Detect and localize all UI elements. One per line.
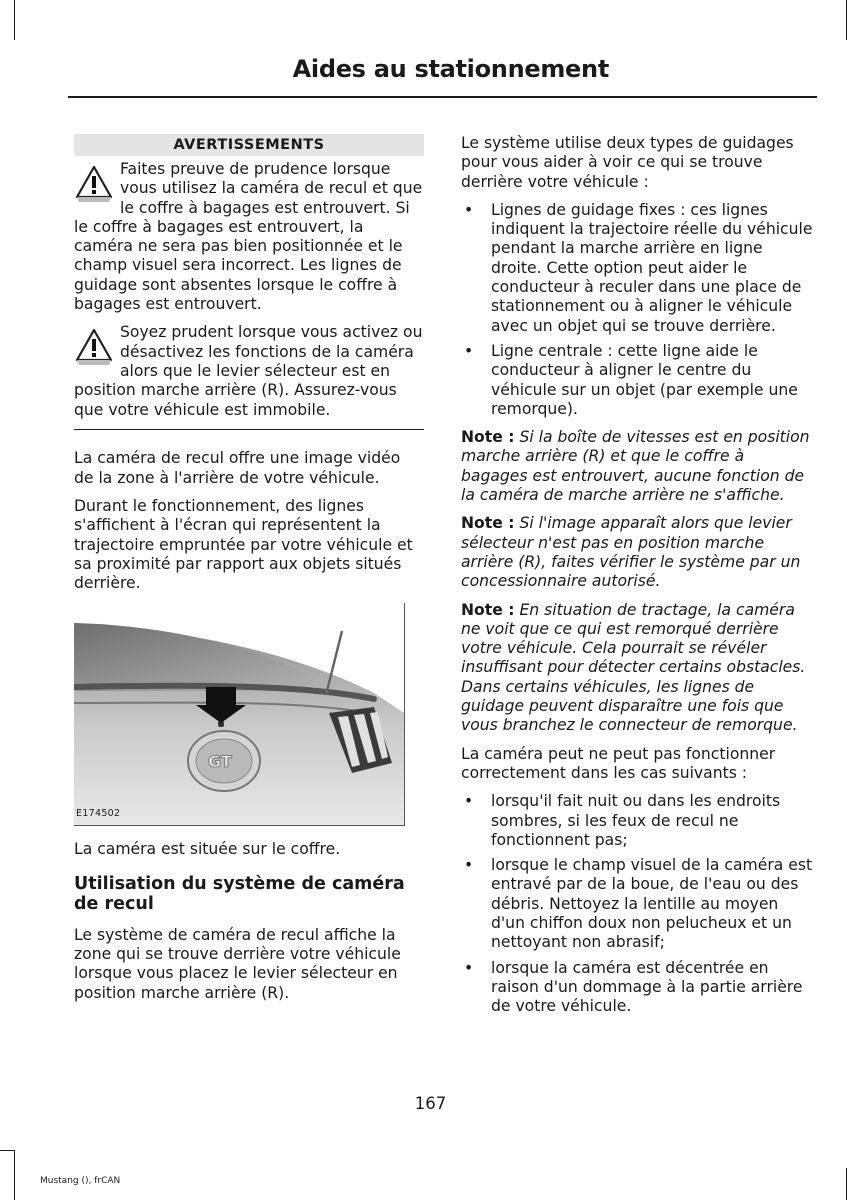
crop-mark-top-left-v [14,0,15,40]
warning-triangle-icon [74,162,114,204]
list-item-text: lorsqu'il fait nuit ou dans les endroits sombres, si les feux de recul ne fonctionnent pas; [491,792,781,849]
list-item-text: lorsque la caméra est décentrée en raison d'un dommage à la partie arrière de votre véhicule. [491,958,803,1016]
list-item [461,856,813,952]
bullet-icon: • [464,200,474,219]
guidance-list [461,201,813,419]
cases-list [461,792,813,1016]
warning-item [74,323,424,419]
paragraph: Le système utilise deux types de guidages pour vous aider à voir ce qui se trouve derrière votre véhicule : [461,134,794,191]
note-label: Note : [461,600,515,619]
crop-mark-top-right-v [846,0,847,40]
list-item [461,792,813,850]
warnings-heading: AVERTISSEMENTS [74,134,424,156]
crop-mark-bottom-right-v [846,1168,847,1200]
paragraph: La caméra de recul offre une image vidéo de la zone à l'arrière de votre véhicule. [74,449,401,487]
note-text: Si la boîte de vitesses est en position marche arrière (R) et que le coffre à bagages est entrouvert, aucune fonction de la caméra de marche arrière ne s'affiche. [461,428,810,505]
note [461,601,813,736]
page-title: Aides au stationnement [292,55,609,83]
title-rule [68,96,817,98]
list-item [461,959,813,1017]
page-number: 167 [414,1094,447,1113]
section-heading: Utilisation du système de caméra de recul [74,873,405,914]
list-item-text: Lignes de guidage fixes : ces lignes indiquent la trajectoire réelle du véhicule pendant la marche arrière en ligne droite. Cette option peut aider le conducteur à reculer dans une place de stationnement ou à aligner le véhicule avec un objet qui se trouve derrière. [491,200,813,335]
note [461,428,813,505]
list-item [461,342,813,419]
note-label: Note : [461,428,515,447]
warning-text: Faites preuve de prudence lorsque vous utilisez la caméra de recul et que le coffre à bagages est entrouvert. Si le coffre à bagages est entrouvert, la caméra ne sera pas bien positionnée et le champ visuel sera incorrect. Les lignes de guidage sont absentes lorsque le coffre à bagages est entrouvert. [74,160,423,314]
bullet-icon: • [464,958,474,977]
warning-text: Soyez prudent lorsque vous activez ou désactivez les fonctions de la caméra alors que le levier sélecteur est en position marche arrière (R). Assurez-vous que votre véhicule est immobile. [74,323,423,419]
footer-text: Mustang (), frCAN [40,1176,121,1186]
list-item-text: Ligne centrale : cette ligne aide le conducteur à aligner le centre du véhicule sur un objet (par exemple une remorque). [491,341,798,418]
list-item-text: lorsque le champ visuel de la caméra est entravé par de la boue, de l'eau ou des débris. Nettoyez la lentille au moyen d'un chiffon doux non pelucheux et un nettoyant non abrasif; [491,856,813,952]
camera-location-figure [74,603,405,826]
note-text: En situation de tractage, la caméra ne voit que ce qui est remorqué derrière votre véhicule. Cela pourrait se révéler insuffisant pour détecter certains obstacles. Dans certains véhicules, les lignes de guidage peuvent disparaître une fois que vous branchez le connecteur de remorque. [461,600,806,735]
svg-text:GT: GT [208,752,232,772]
right-column [461,134,813,1025]
warning-item [74,160,424,314]
left-column [74,134,424,1012]
crop-mark-bottom-left-h [0,1150,15,1151]
crop-mark-bottom-left-v [14,1150,15,1200]
bullet-icon: • [464,341,474,360]
note [461,514,813,591]
warnings-bottom-rule [74,429,424,431]
paragraph: Durant le fonctionnement, des lignes s'affichent à l'écran qui représentent la trajectoire empruntée par votre véhicule et sa proximité par rapport aux objets situés derrière. [74,496,413,593]
car-trunk-illustration [74,603,404,825]
bullet-icon: • [464,856,474,875]
bullet-icon: • [464,792,474,811]
warning-triangle-icon [74,325,114,367]
note-label: Note : [461,514,515,533]
note-text: Si l'image apparaît alors que levier sélecteur n'est pas en position marche arrière (R), faites vérifier le système par un concessionnaire autorisé. [461,514,801,591]
paragraph: Le système de caméra de recul affiche la zone qui se trouve derrière votre véhicule lorsque vous placez le levier sélecteur en position marche arrière (R). [74,925,401,1002]
paragraph: La caméra peut ne peut pas fonctionner correctement dans les cas suivants : [461,744,776,782]
figure-caption: La caméra est située sur le coffre. [74,840,341,859]
figure-code: E174502 [76,808,121,820]
list-item [461,201,813,336]
